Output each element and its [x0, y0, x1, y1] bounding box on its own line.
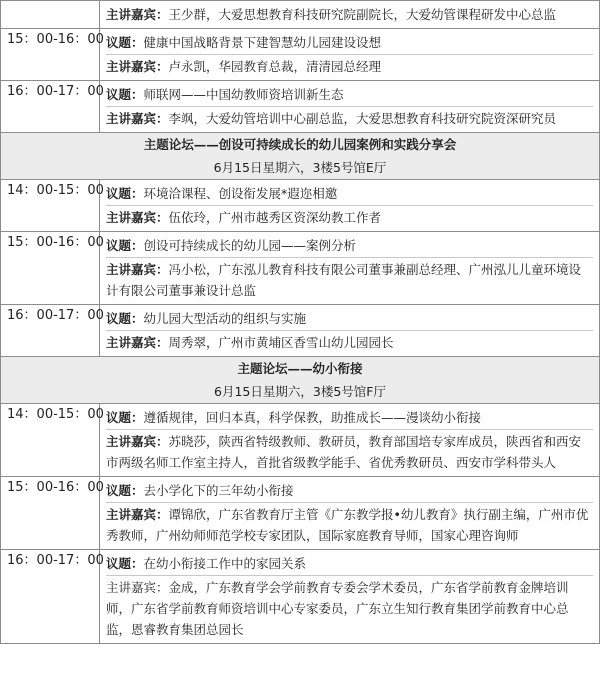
speaker-label: 主讲嘉宾： [106, 111, 169, 126]
speaker-label: 主讲嘉宾： [106, 580, 169, 595]
session-time: 14：00-15：00 [1, 404, 100, 477]
session-details [100, 477, 600, 550]
topic-line [106, 406, 593, 430]
forum-subtitle: 6月15日星期六，3楼5号馆E厅 [213, 160, 387, 175]
topic-label: 议题： [106, 483, 144, 498]
topic-text: 幼儿园大型活动的组织与实施 [143, 311, 307, 326]
session-details [100, 29, 600, 81]
session-details [100, 550, 600, 644]
speaker-text: 冯小松，广东泓儿教育科技有限公司董事兼副总经理、广州泓儿儿童环境设计有限公司董事兼设计总监 [106, 262, 582, 298]
session-time: 15：00-16：00 [1, 477, 100, 550]
speaker-line [106, 3, 593, 26]
speaker-text: 伍依玲，广州市越秀区资深幼教工作者 [168, 210, 382, 225]
topic-text: 创设可持续成长的幼儿园——案例分析 [143, 238, 357, 253]
topic-line [106, 234, 593, 258]
forum-banner [1, 357, 600, 381]
speaker-line [106, 576, 593, 641]
topic-label: 议题： [106, 35, 144, 50]
forum-subtitle: 6月15日星期六，3楼5号馆F厅 [214, 384, 386, 399]
speaker-label: 主讲嘉宾： [106, 7, 169, 22]
forum-date-location [1, 156, 600, 180]
session-details [100, 232, 600, 305]
speaker-text: 谭锦欣，广东省教育厅主管《广东教学报•幼儿教育》执行副主编，广州市优秀教师，广州幼师师范学校专家团队，国际家庭教育导师，国家心理咨询师 [106, 507, 589, 543]
session-time: 15：00-16：00 [1, 232, 100, 305]
session-row [1, 232, 600, 305]
speaker-label: 主讲嘉宾： [106, 507, 169, 522]
session-row [1, 29, 600, 81]
topic-line [106, 31, 593, 55]
topic-label: 议题： [106, 311, 144, 326]
speaker-label: 主讲嘉宾： [106, 335, 169, 350]
speaker-label: 主讲嘉宾： [106, 210, 169, 225]
session-time: 16：00-17：00 [1, 550, 100, 644]
session-time: 14：00-15：00 [1, 180, 100, 232]
topic-label: 议题： [106, 556, 144, 571]
session-row [1, 477, 600, 550]
session-row [1, 180, 600, 232]
speaker-line [106, 503, 593, 547]
speaker-line [106, 206, 593, 229]
forum-title: 主题论坛——创设可持续成长的幼儿园案例和实践分享会 [143, 137, 457, 152]
topic-line [106, 182, 593, 206]
speaker-line [106, 430, 593, 474]
topic-text: 师联网——中国幼教师资培训新生态 [143, 87, 344, 102]
speaker-line [106, 258, 593, 302]
session-row-continued [1, 1, 600, 29]
topic-line [106, 552, 593, 576]
speaker-text: 周秀翠，广州市黄埔区香雪山幼儿园园长 [168, 335, 394, 350]
session-time: 15：00-16：00 [1, 29, 100, 81]
speaker-text: 王少群，大爱思想教育科技研究院副院长，大爱幼管课程研发中心总监 [168, 7, 557, 22]
topic-text: 在幼小衔接工作中的家园关系 [143, 556, 307, 571]
speaker-line [106, 107, 593, 130]
speaker-text: 李飒，大爱幼管培训中心副总监，大爱思想教育科技研究院资深研究员 [168, 111, 557, 126]
topic-label: 议题： [106, 87, 144, 102]
topic-label: 议题： [106, 186, 144, 201]
speaker-line [106, 55, 593, 78]
speaker-text: 苏晓莎，陕西省特级教师、教研员，教育部国培专家库成员，陕西省和西安市两级名师工作室主持人，首批省级教学能手、省优秀教研员、西安市学科带头人 [106, 434, 582, 470]
session-row [1, 404, 600, 477]
session-time [1, 1, 100, 29]
topic-label: 议题： [106, 410, 144, 425]
topic-text: 遵循规律，回归本真，科学保教，助推成长——漫谈幼小衔接 [143, 410, 482, 425]
topic-label: 议题： [106, 238, 144, 253]
session-row [1, 305, 600, 357]
topic-line [106, 83, 593, 107]
topic-text: 健康中国战略背景下建智慧幼儿园建设设想 [143, 35, 382, 50]
session-details [100, 180, 600, 232]
speaker-label: 主讲嘉宾： [106, 262, 169, 277]
speaker-label: 主讲嘉宾： [106, 434, 169, 449]
speaker-text: 金成，广东教育学会学前教育专委会学术委员，广东省学前教育金牌培训师，广东省学前教育师资培训中心专家委员，广东立生知行教育集团学前教育中心总监，恩睿教育集团总园长 [106, 580, 569, 637]
forum-banner [1, 133, 600, 157]
forum-title: 主题论坛——幼小衔接 [237, 361, 363, 376]
forum-date-location [1, 380, 600, 404]
topic-line [106, 307, 593, 331]
speaker-text: 卢永凯，华园教育总裁，清清园总经理 [168, 59, 382, 74]
session-details [100, 404, 600, 477]
session-details [100, 1, 600, 29]
session-time: 16：00-17：00 [1, 305, 100, 357]
speaker-line [106, 331, 593, 354]
topic-line [106, 479, 593, 503]
session-row [1, 81, 600, 133]
session-details [100, 305, 600, 357]
topic-text: 环境洽课程、创设衔发展*遐迩相邀 [143, 186, 338, 201]
topic-text: 去小学化下的三年幼小衔接 [143, 483, 294, 498]
speaker-label: 主讲嘉宾： [106, 59, 169, 74]
session-details [100, 81, 600, 133]
session-row [1, 550, 600, 644]
session-time: 16：00-17：00 [1, 81, 100, 133]
